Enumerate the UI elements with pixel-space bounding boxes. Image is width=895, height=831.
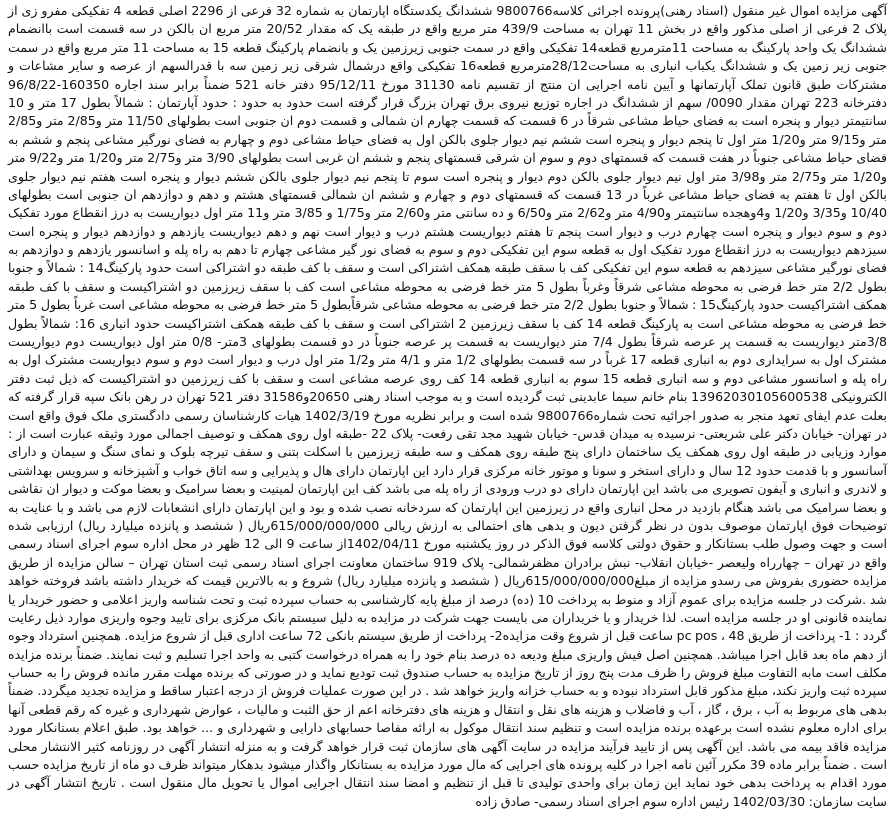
notice-body: آگهی مزایده اموال غیر منقول (اسناد رهنی)پرونده اجرائی کلاسه9800766 ششدانگ یکدستگاه اپارتمان به شماره 32 فرعی از 2296 اصلی قطعه 4 تفکیکی مفرو زی از پلاک 2 فرعی از اصلی مذکور واقع در بخش 11 تهران به مساحت 439/9 متر مربع واقع در طبقه یک که مقدار 20/52 متر مربع ان بالکن در سه قسمت است باانضمام ششدانگ یک واحد پارکینگ به مساحت 11مترمربع قطعه14 تفکیکی واقع در سمت جنوبی زیرزمین یک و بانضمام پارکینگ قطعه 15 به مساحت 11 متر مربع واقع در سمت جنوبی زیر زمین یک و ششدانگ یکباب انباری به مساحت28/12مترمربع قطعه16 تفکیکی واقع درشمال شرقی زیر زمین سه با قدرالسهم از عرصه و سایر مشاعات و مشترکات طبق قانون تملک آپارتمانها و آیین نامه اجرایی ان منتج از تقسیم نامه 31130 مورخ 95/12/11 دفتر خانه 521 ضمناً برابر سند اجاره 160350-96/8/22 دفترخانه 223 تهران مقدار 0090/ سهم از ششدانگ در اجاره توزیع نیروی برق تهران بزرگ قرار گرفته است حدود به حدود : حدود آپارتمان : شمالاً بطول 17 متر و 10 سانتیمتر دیوار و پنجره است به فضای حیاط مشاعی شرقاً در 6 قسمت که قسمت چهارم ان شمالی و قسمت دوم ان جنوبی است بطولهای 11/50 متر و2/85 متر و2/85 متر و9/15 متر و1/20 متر اول تا پنجم دیوار و پنجره است ششم نیم دیوار جلوی بالکن اول به فضای حیاط مشاعی دوم و چهارم به فضای نورگیر مشاعی پنجم و ششم به فضای حیاط مشاعی جنوباً در هفت قسمت که قسمتهای دوم و سوم ان شرقی قسمتهای پنجم و ششم ان غربی است بطولهای 3/90 متر و2/75 متر و1/20 متر و9/22 متر و1/20 متر و2/75 متر و3/98 متر اول نیم دیوار جلوی بالکن دوم دیوار و پنجره است سوم تا پنجم نیم دیوار جلوی بالکن ششم دیوار و پنجره است هفتم نیم دیوار جلوی بالکن اول تا هفتم به فضای حیاط مشاعی غرباً در 13 قسمت که قسمتهای دوم و چهارم و ششم ان شمالی قسمتهای هشتم و دهم و دوازدهم ان جنوبی است بطولهای 10/40 و3/35 و1/20 و4وهجده سانتیمتر و4/90 متر و2/62 متر و6/50 و ده سانتی متر و2/60 متر و1/75 و 3/85 متر و11 متر اول دیواریست به درز انقطاع مورد تفکیک دوم و سوم دیوار و پنجره است چهارم درب و دیوار است پنجم تا هفتم دیواریست هشتم درب و دیوار است نهم و دهم دیواریست یازدهم و دوازدهم دیوار و پنجره است سیزدهم دیواریست به درز انقطاع مورد تفکیک اول به قطعه سوم این تفکیکی دوم و سوم به فضای نور گیر مشاعی چهارم تا دهم به راه پله و اسانسور یازدهم و دوازدهم به فضای نورگیر مشاعی سیزدهم به قطعه سوم این تفکیکی کف با سقف طبقه همکف اشتراکی است و سقف با کف طبقه دو اشتراکی است حدود پارکینگ14 : شمالاً و جنوبا بطول 2/2 متر خط فرضی به محوطه مشاعی شرقاً وغرباً بطول 5 متر خط فرضی به محوطه مشاعی است کف با سقف زیرزمین دو اشتراکیست و سقف با کف طبقه همکف اشتراکیست حدود پارکینگ15 : شمالاً و جنوبا بطول 2/2 متر خط فرضی به محوطه مشاعی شرقاًبطول 5 متر خط فرضی به محوطه مشاعی است غرباً بطول 5 متر خط فرضی به محوطه مشاعی است به پارکینگ قطعه 14 کف با سقف زیرزمین 2 اشتراکی است و سقف با کف طبقه همکف اشتراکیست حدود انباری 16: شمالاً بطول 3/8متر دیواریست به قسمت پر عرصه شرقاً بطول 7/4 متر دیواریست به قسمت پر عرصه جنوباً در دو قسمت بطولهای 3متر- 0/8 متر اول دیواریست دوم دیواریست مشترک اول به سرایداری دوم به انباری قطعه 17 غرباً در سه قسمت بطولهای 1/2 متر و 4/1 متر و1/2 متر اول درب و دیوار است دوم و سوم دیواریست مشترک اول به راه پله و اسانسور مشاعی دوم و سه انباری قطعه 15 سوم به انباری قطعه 14 کف روی عرصه مشاعی است و سقف با کف زیرزمین دو اشتراکیست که ذیل ثبت دفتر الکترونیکی 13962030105600538 بنام خانم سیما عابدینی ثبت گردیده است و به موجب اسناد رهنی 20650و31586 دفتر 521 تهران در رهن بانک سپه قرار گرفته که بعلت عدم ایفای تعهد منجر به صدور اجرائیه تحت شماره9800766 شده است و برابر نظریه مورخ 1402/3/19 هیات کارشناسان رسمی دادگستری ملک فوق واقع است در تهران- خیابان دکتر علی شریعتی- نرسیده به میدان قدس- خیابان شهید مجد تقی رفعت- پلاک 22 -طبقه اول روی همکف و توصیف اجمالی مورد وثیقه عبارت است از : موارد وزیابی در طبقه اول روی همکف یک ساختمان دارای پنج طبقه روی همکف و سه طبقه زیرزمین با اسکلت بتنی و سقف تیرچه بلوک و نمای سنگ و سیمان و دارای آسانسور و با قدمت حدود 12 سال و دارای استخر و سونا و موتور خانه مرکزی قرار دارد این اپارتمان دارای هال و پذیرایی و سه اتاق خواب و آشپزخانه و سرویس بهداشتی و لاندری و انباری و آیفون تصویری می باشد این اپارتمان دارای دو درب ورودی از راه پله می باشد کف این اپارتمان لمینیت و بعضا سرامیک و بعضا موکت و دیوار ان نقاشی و بعضا سرامیک می باشد هنگام بازدید در محل انباری واقع در زیرزمین این اپارتمان که سردخانه نصب شده و بود و این اپارتمان دارای انشعابات لازم می باشد و با عنایت به توضیحات فوق اپارتمان موصوف بدون در نظر گرفتن دیون و بدهی های احتمالی به ارزش ریالی 615/000/000/000ریال ( ششصد و پانزده میلیارد ریال) ارزیابی شده است و جهت وصول طلب بستانکار و حقوق دولتی کلاسه فوق الذکر در روز یکشنبه مورخ 1402/04/11از ساعت 9 الی 12 ظهر در محل اداره سوم اجرای اسناد رسمی واقع در تهران – چهارراه ولیعصر -خیابان انقلاب- نبش برادران مظفرشمالی- پلاک 919 ساختمان معاونت اجرای اسناد رسمی ثبت استان تهران – سالن مزایده از طریق مزایده حضوری بفروش می رسدو مزایده از مبلغ615/000/000/000ریال ( ششصد و پانزده میلیارد ریال) شروع و به بالاترین قیمت که خریدار داشته باشد فروخته خواهد شد .شرکت در جلسه مزایده برای عموم آزاد و منوط به پرداخت 10 (ده) درصد از مبلغ پایه کارشناسی به حساب سپرده ثبت و تحت شناسه واریز اعلامی و حضور خریدار یا نماینده قانونی او در جلسه مزایده است. لذا خریدار و یا خریداران می بایست جهت شرکت در مزایده به دلیل سیستم بانک مرکزی برای تایید وجوه واریزی موارد ذیل رعایت گردد : 1- پرداخت از طریق pc pos ، 48 ساعت قبل از شروع وقت مزایده2- پرداخت از طریق سیستم بانکی 72 ساعت اداری قبل از شروع مزایده. همچنین استرداد وجوه از دهم ماه بعد قابل اجرا میباشد. همچنین اصل فیش واریزی مبلغ ودیعه ده درصد بنام خود را به همراه درخواست کتبی به واحد اجرا تسلیم و ثبت نمایند. ضمناً برنده مزایده مکلف است مابه التفاوت مبلغ فروش را ظرف مدت پنج روز از تاریخ مزایده به حساب صندوق ثبت تودیع نماید و در صورتی که برنده مهلت مقرر مانده فروش را به حساب سپرده ثبت واریز نکند، مبلغ مذکور قابل استرداد نبوده و به حساب خزانه واریز خواهد شد . در این صورت عملیات فروش از درجه اعتبار ساقط و مزایده تجدید میگردد. ضمناً بدهی های مربوط به آب ، برق ، گاز ، آب و فاضلاب و هزینه های نقل و انتقال و هزینه های دفترخانه اعم از حق الثبت و مالیات ، عوارض شهرداری و غیره که رقم قطعی آنها برای اداره معلوم نشده است برعهده برنده مزایده است و تنظیم سند انتقال موکول به ارائه مفاصا حسابهای دارایی و شهرداری و ... خواهد بود. طبق اعلام بستانکار مورد مزایده فاقد بیمه می باشد. این آگهی پس از تایید فرآیند مزایده در سایت آگهی های سازمان ثبت قرار خواهد گرفت و به منزله انتشار آگهی در روزنامه کثیر الانتشار محلی است . ضمناً برابر ماده 39 مکرر آئین نامه اجرا در کلیه پرونده های اجرایی که مال مورد مزایده به بستانکار واگذار میشود بدهکار میتواند ظرف دو ماه از تاریخ مزایده حسب مورد اقدام به پرداخت بدهی خود نماید این زمان برای واحدی تولیدی تا قبل از تنظیم و امضا سند انتقال اجرایی اموال یا تحویل مال منقول است . تاریخ انتشار آگهی در سایت سازمان: 1402/03/30 رئیس اداره سوم اجرای اسناد رسمی- صادق زاده <box>8 3 888 809</box>
